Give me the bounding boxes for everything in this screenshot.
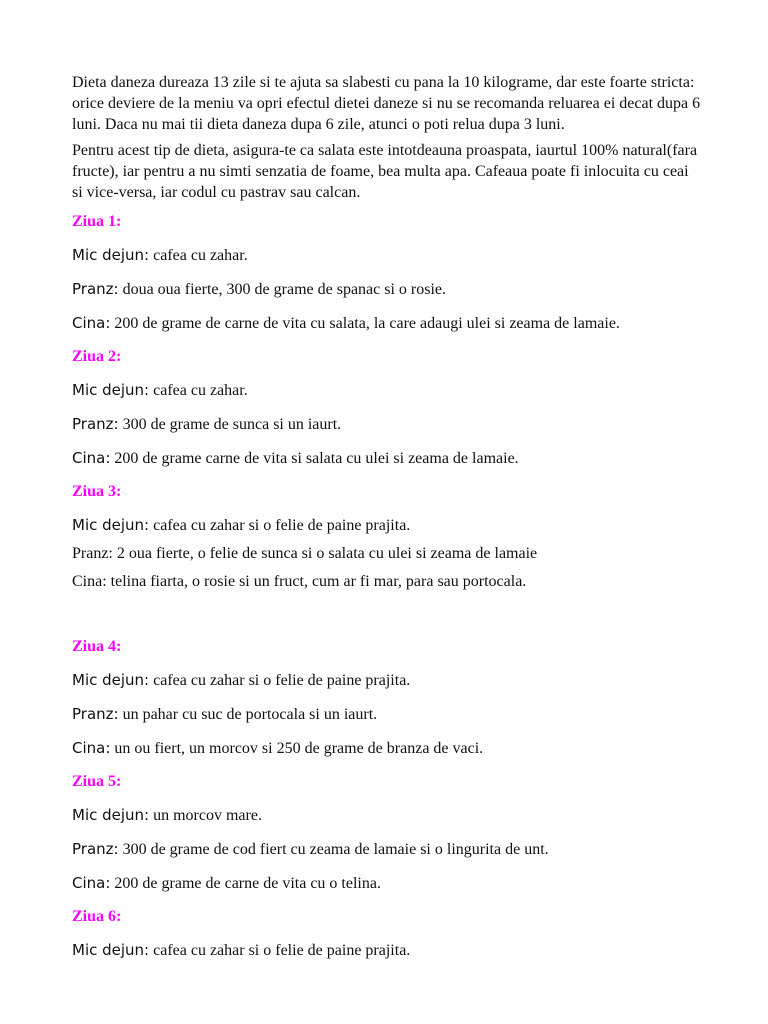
dinner-label: Cina: — [72, 739, 111, 757]
lunch-text: 2 oua fierte, o felie de sunca si o salata cu ulei si zeama de lamaie — [116, 545, 538, 562]
day-heading: Ziua 6: — [72, 908, 122, 925]
lunch-line — [72, 839, 702, 860]
breakfast-label: Mic dejun: — [72, 516, 150, 534]
intro-paragraph-notes: Pentru acest tip de dieta, asigura-te ca salata este intotdeauna proaspata, iaurtul 100% natural(fara fructe), iar pentru a nu simti senzatia de foame, bea multa apa. Cafeaua poate fi inlocuita cu ceai si vice-versa, iar codul cu pastrav sau calcan. — [72, 142, 698, 201]
dinner-label: Cina: — [72, 573, 107, 590]
intro-paragraph: Dieta daneza dureaza 13 zile si te ajuta sa slabesti cu pana la 10 kilograme, dar este foarte stricta: orice deviere de la meniu va opri efectul dietei daneze si nu se recomanda reluarea ei decat dupa 6 luni. Daca nu mai tii dieta daneza dupa 6 zile, atunci o poti relua dupa 3 luni. — [72, 74, 701, 133]
lunch-text: un pahar cu suc de portocala si un iaurt. — [122, 706, 378, 723]
breakfast-label: Mic dejun: — [72, 246, 150, 264]
lunch-line — [72, 414, 702, 435]
day-heading: Ziua 3: — [72, 483, 122, 500]
dinner-line — [72, 873, 702, 894]
dinner-label: Cina: — [72, 314, 111, 332]
dinner-text: 200 de grame de carne de vita cu salata, la care adaugi ulei si zeama de lamaie. — [114, 315, 620, 332]
lunch-line — [72, 704, 702, 725]
breakfast-text: cafea cu zahar si o felie de paine prajita. — [153, 517, 411, 534]
day-section — [72, 637, 702, 759]
breakfast-line — [72, 380, 702, 401]
breakfast-label: Mic dejun: — [72, 806, 150, 824]
breakfast-line — [72, 515, 702, 536]
day-section — [72, 907, 702, 961]
day-section — [72, 347, 702, 469]
dinner-line — [72, 738, 702, 759]
breakfast-line — [72, 805, 702, 826]
dinner-line — [72, 313, 702, 334]
breakfast-label: Mic dejun: — [72, 381, 150, 399]
dinner-label: Cina: — [72, 449, 111, 467]
breakfast-label: Mic dejun: — [72, 671, 150, 689]
lunch-label: Pranz: — [72, 705, 119, 723]
day-section — [72, 772, 702, 894]
lunch-text: doua oua fierte, 300 de grame de spanac si o rosie. — [122, 281, 447, 298]
blank-line — [72, 605, 702, 628]
lunch-text: 300 de grame de sunca si un iaurt. — [122, 416, 342, 433]
document-page — [72, 72, 702, 974]
breakfast-line — [72, 245, 702, 266]
dinner-text: un ou fiert, un morcov si 250 de grame de branza de vaci. — [114, 740, 484, 757]
day-heading: Ziua 4: — [72, 638, 122, 655]
breakfast-text: cafea cu zahar. — [153, 247, 248, 264]
breakfast-label: Mic dejun: — [72, 941, 150, 959]
dinner-line — [72, 448, 702, 469]
breakfast-text: cafea cu zahar. — [153, 382, 248, 399]
day-heading: Ziua 1: — [72, 213, 122, 230]
lunch-line — [72, 279, 702, 300]
day-section — [72, 212, 702, 334]
breakfast-text: cafea cu zahar si o felie de paine prajita. — [153, 672, 411, 689]
dinner-line — [72, 572, 702, 592]
lunch-label: Pranz: — [72, 840, 119, 858]
breakfast-line — [72, 670, 702, 691]
lunch-text: 300 de grame de cod fiert cu zeama de lamaie si o lingurita de unt. — [122, 841, 549, 858]
breakfast-text: un morcov mare. — [153, 807, 262, 824]
day-heading: Ziua 5: — [72, 773, 122, 790]
lunch-label: Pranz: — [72, 415, 119, 433]
day-section — [72, 482, 702, 592]
day-heading: Ziua 2: — [72, 348, 122, 365]
lunch-line — [72, 544, 702, 564]
breakfast-line — [72, 940, 702, 961]
lunch-label: Pranz: — [72, 545, 113, 562]
dinner-text: 200 de grame carne de vita si salata cu ulei si zeama de lamaie. — [114, 450, 519, 467]
dinner-text: 200 de grame de carne de vita cu o telina. — [114, 875, 381, 892]
breakfast-text: cafea cu zahar si o felie de paine prajita. — [153, 942, 411, 959]
dinner-label: Cina: — [72, 874, 111, 892]
dinner-text: telina fiarta, o rosie si un fruct, cum ar fi mar, para sau portocala. — [110, 573, 527, 590]
lunch-label: Pranz: — [72, 280, 119, 298]
